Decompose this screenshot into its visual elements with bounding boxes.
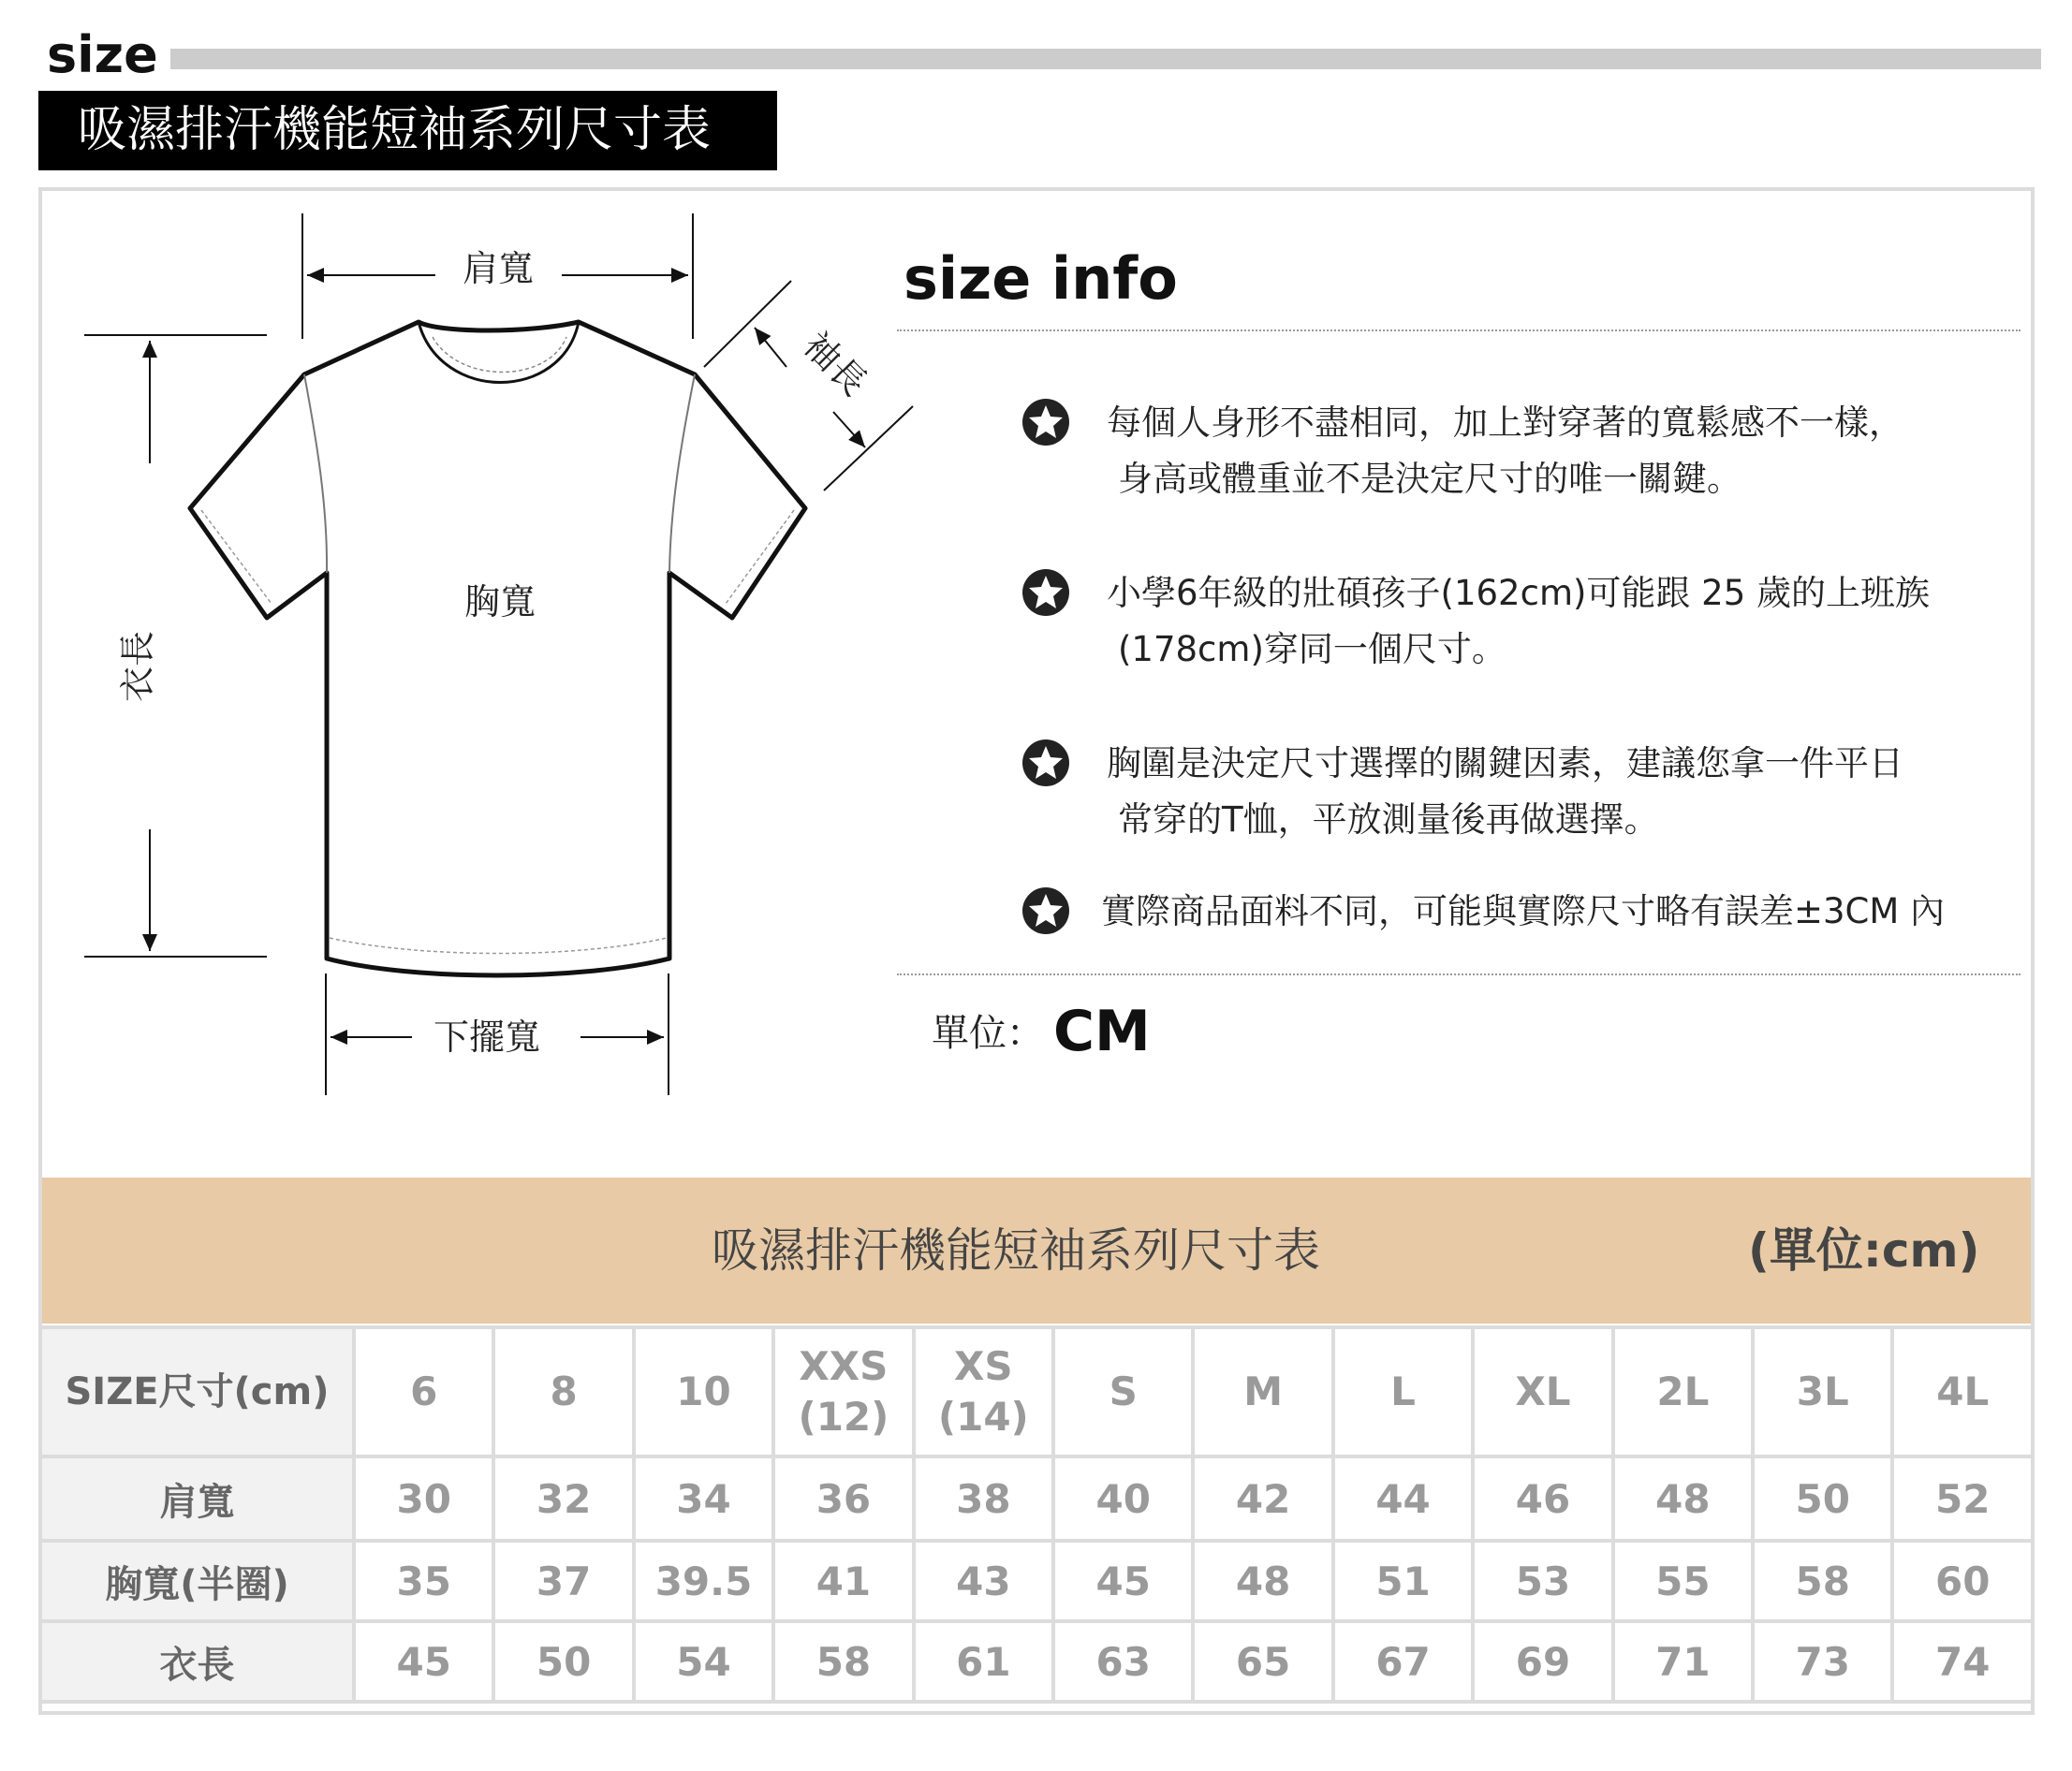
table-cell: 50	[1753, 1456, 1892, 1541]
table-cell: 54	[634, 1621, 773, 1702]
table-cell: 46	[1473, 1456, 1612, 1541]
table-cell: 63	[1053, 1621, 1193, 1702]
table-cell: 58	[1753, 1541, 1892, 1621]
size-col-header: 4L	[1892, 1327, 2033, 1456]
size-header-label: SIZE尺寸(cm)	[40, 1327, 354, 1456]
table-cell: 48	[1613, 1456, 1753, 1541]
bullet-line-1: 胸圍是決定尺寸選擇的關鍵因素，建議您拿一件平日	[1107, 743, 1903, 783]
unit-label: 單位：	[932, 1012, 1044, 1055]
size-col-header: XL	[1473, 1327, 1612, 1456]
table-cell: 55	[1613, 1541, 1753, 1621]
table-cell: 41	[773, 1541, 913, 1621]
table-cell: 52	[1892, 1456, 2033, 1541]
table-cell: 60	[1892, 1541, 2033, 1621]
shoulder-label: 肩寬	[462, 248, 535, 289]
table-cell: 35	[354, 1541, 493, 1621]
table-cell: 50	[493, 1621, 633, 1702]
row-label: 肩寬	[40, 1456, 354, 1541]
table-row	[40, 1621, 2033, 1702]
star-icon	[1021, 738, 1071, 788]
info-divider-bottom	[897, 973, 2021, 975]
bullet-line-1: 實際商品面料不同，可能與實際尺寸略有誤差±3CM 內	[1101, 891, 1946, 931]
size-col-header: M	[1193, 1327, 1332, 1456]
table-cell: 44	[1333, 1456, 1473, 1541]
star-icon	[1021, 886, 1071, 936]
hem-label: 下擺寬	[433, 1017, 541, 1058]
table-row	[40, 1541, 2033, 1621]
table-cell: 39.5	[634, 1541, 773, 1621]
table-title: 吸濕排汗機能短袖系列尺寸表	[712, 1223, 1320, 1278]
table-cell: 38	[914, 1456, 1053, 1541]
unit-value: CM	[1053, 999, 1151, 1064]
table-cell: 40	[1053, 1456, 1193, 1541]
table-cell: 73	[1753, 1621, 1892, 1702]
table-cell: 69	[1473, 1621, 1612, 1702]
table-row	[40, 1456, 2033, 1541]
bullet-line-1: 小學6年級的壯碩孩子(162cm)可能跟 25 歲的上班族	[1107, 573, 1931, 613]
tshirt-outline	[190, 322, 805, 975]
table-cell: 45	[1053, 1541, 1193, 1621]
size-table	[38, 1325, 2035, 1704]
sleeve-guide-top	[704, 281, 791, 367]
size-col-header: 2L	[1613, 1327, 1753, 1456]
size-col-header: XXS (12)	[773, 1327, 913, 1456]
bullet-line-2: (178cm)穿同一個尺寸。	[1118, 629, 1506, 669]
sleeve-guide-bottom	[824, 406, 913, 490]
table-cell: 71	[1613, 1621, 1753, 1702]
sleeve-label: 袖長	[795, 324, 875, 404]
bullet-line-2: 常穿的T恤，平放測量後再做選擇。	[1118, 799, 1659, 840]
star-icon	[1021, 567, 1071, 618]
sleeve-arrow-down	[833, 412, 865, 447]
section-label: size	[47, 25, 158, 84]
bullet-line-1: 每個人身形不盡相同，加上對穿著的寬鬆感不一樣，	[1107, 402, 1903, 443]
table-cell: 45	[354, 1621, 493, 1702]
page-title: 吸濕排汗機能短袖系列尺寸表	[78, 102, 712, 158]
table-cell: 48	[1193, 1541, 1332, 1621]
size-col-header: 6	[354, 1327, 493, 1456]
row-label: 胸寬(半圈)	[40, 1541, 354, 1621]
table-cell: 32	[493, 1456, 633, 1541]
table-cell: 34	[634, 1456, 773, 1541]
table-cell: 30	[354, 1456, 493, 1541]
length-label: 衣長	[117, 630, 158, 703]
table-title-band	[42, 1178, 2031, 1324]
table-cell: 51	[1333, 1541, 1473, 1621]
size-col-header: 8	[493, 1327, 633, 1456]
table-cell: 74	[1892, 1621, 2033, 1702]
table-unit: (單位:cm)	[1748, 1223, 1980, 1278]
size-col-header: 10	[634, 1327, 773, 1456]
table-cell: 61	[914, 1621, 1053, 1702]
chest-label: 胸寬	[463, 581, 536, 622]
size-col-header: L	[1333, 1327, 1473, 1456]
table-cell: 65	[1193, 1621, 1332, 1702]
table-cell: 42	[1193, 1456, 1332, 1541]
table-cell: 67	[1333, 1621, 1473, 1702]
table-header-row	[40, 1327, 2033, 1456]
bullet-line-2: 身高或體重並不是決定尺寸的唯一關鍵。	[1118, 459, 1741, 499]
table-cell: 58	[773, 1621, 913, 1702]
size-col-header: S	[1053, 1327, 1193, 1456]
star-icon	[1021, 397, 1071, 447]
row-label: 衣長	[40, 1621, 354, 1702]
table-cell: 53	[1473, 1541, 1612, 1621]
table-cell: 37	[493, 1541, 633, 1621]
size-col-header: 3L	[1753, 1327, 1892, 1456]
info-title: size info	[904, 244, 1178, 313]
table-cell: 36	[773, 1456, 913, 1541]
sleeve-arrow-up	[755, 328, 786, 367]
info-divider-top	[897, 329, 2021, 331]
table-cell: 43	[914, 1541, 1053, 1621]
size-col-header: XS (14)	[914, 1327, 1053, 1456]
